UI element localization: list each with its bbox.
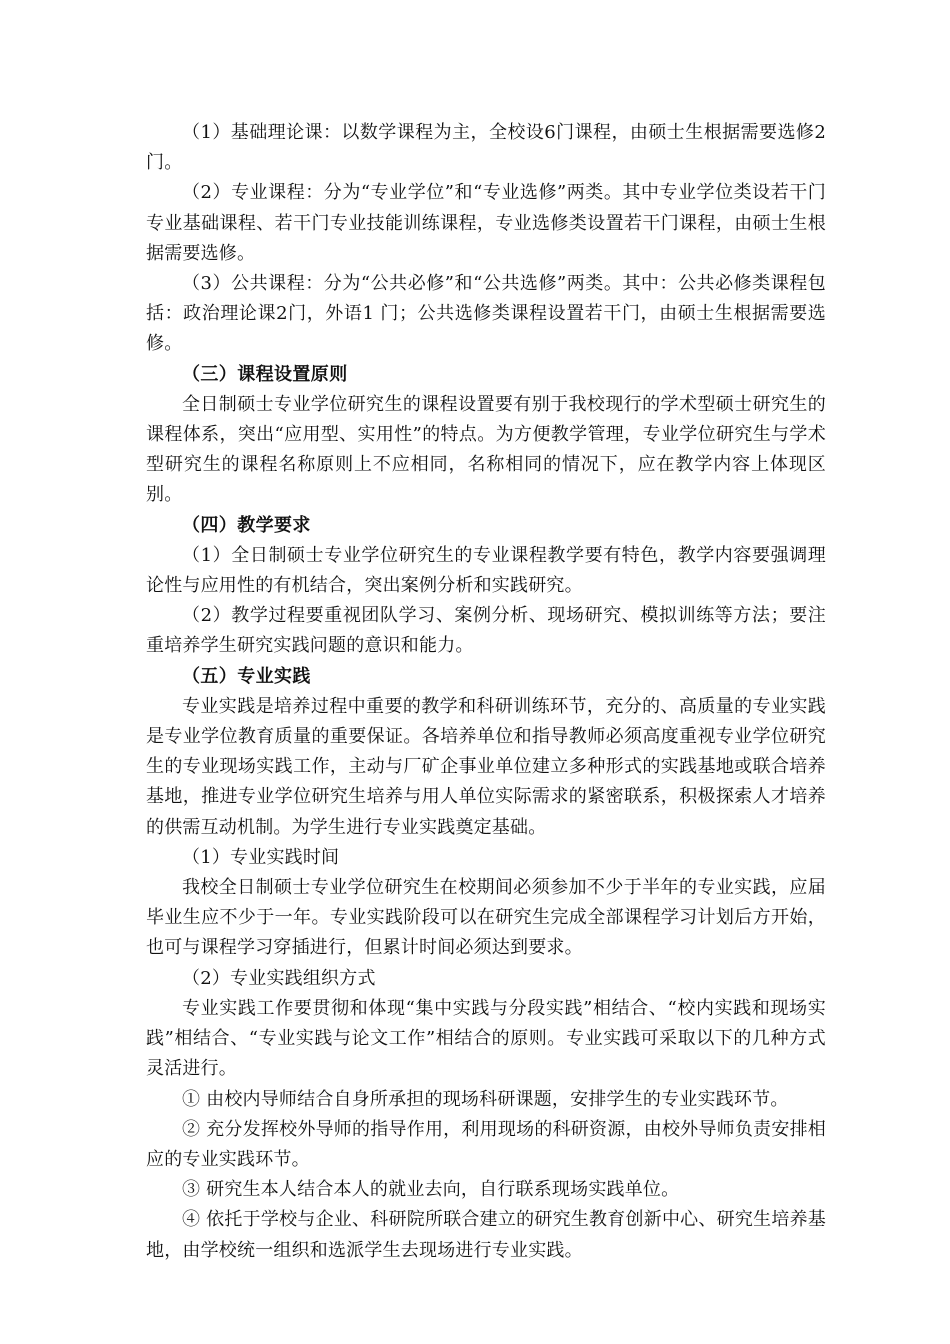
para-basic-theory-course: （1）基础理论课：以数学课程为主，全校设6门课程，由硕士生根据需要选修2门。 <box>146 122 826 174</box>
para-public-course: （3）公共课程：分为“公共必修”和“公共选修”两类。其中：公共必修类课程包括：政治理论课2门，外语1 门；公共选修类课程设置若干门，由硕士生根据需要选修。 <box>146 273 826 355</box>
para-professional-practice: 专业实践是培养过程中重要的教学和科研训练环节，充分的、高质量的专业实践是专业学位教育质量的重要保证。各培养单位和指导教师必须高度重视专业学位研究生的专业现场实践工作，主动与厂矿企事业单位建立多种形式的实践基地或联合培养基地，推进专业学位研究生培养与用人单位实际需求的紧密联系，积极探索人才培养的供需互动机制。为学生进行专业实践奠定基础。 <box>146 695 826 838</box>
para-teaching-req-2: （2）教学过程要重视团队学习、案例分析、现场研究、模拟训练等方法；要注重培养学生研究实践问题的意识和能力。 <box>146 605 826 657</box>
para-specialized-course: （2）专业课程：分为“专业学位”和“专业选修”两类。其中专业学位类设若干门专业基础课程、若干门专业技能训练课程，专业选修类设置若干门课程，由硕士生根据需要选修。 <box>146 182 826 264</box>
heading-professional-practice: （五）专业实践 <box>182 665 311 687</box>
list-item-practice-4: ④ 依托于学校与企业、科研院所联合建立的研究生教育创新中心、研究生培养基地，由学校统一组织和选派学生去现场进行专业实践。 <box>146 1209 826 1261</box>
heading-teaching-requirements: （四）教学要求 <box>182 514 311 536</box>
document-page <box>146 118 826 1266</box>
para-practice-organization: 专业实践工作要贯彻和体现“集中实践与分段实践”相结合、“校内实践和现场实践”相结合、“专业实践与论文工作”相结合的原则。专业实践可采取以下的几种方式灵活进行。 <box>146 997 826 1080</box>
para-practice-time: 我校全日制硕士专业学位研究生在校期间必须参加不少于半年的专业实践，应届毕业生应不少于一年。专业实践阶段可以在研究生完成全部课程学习计划后方开始，也可与课程学习穿插进行，但累计时间必须达到要求。 <box>146 877 826 959</box>
subheading-practice-time: （1）专业实践时间 <box>182 846 340 868</box>
list-item-practice-1: ① 由校内导师结合自身所承担的现场科研课题，安排学生的专业实践环节。 <box>182 1088 789 1110</box>
heading-course-principles: （三）课程设置原则 <box>182 363 348 385</box>
list-item-practice-3: ③ 研究生本人结合本人的就业去向，自行联系现场实践单位。 <box>182 1179 680 1201</box>
para-teaching-req-1: （1）全日制硕士专业学位研究生的专业课程教学要有特色，教学内容要强调理论性与应用性的有机结合，突出案例分析和实践研究。 <box>146 544 826 597</box>
list-item-practice-2: ② 充分发挥校外导师的指导作用，利用现场的科研资源，由校外导师负责安排相应的专业实践环节。 <box>146 1118 826 1170</box>
para-course-principles: 全日制硕士专业学位研究生的课程设置要有别于我校现行的学术型硕士研究生的课程体系，突出“应用型、实用性”的特点。为方便教学管理，专业学位研究生与学术型研究生的课程名称原则上不应相同，名称相同的情况下，应在教学内容上体现区别。 <box>146 393 826 506</box>
subheading-practice-organization: （2）专业实践组织方式 <box>182 967 376 989</box>
